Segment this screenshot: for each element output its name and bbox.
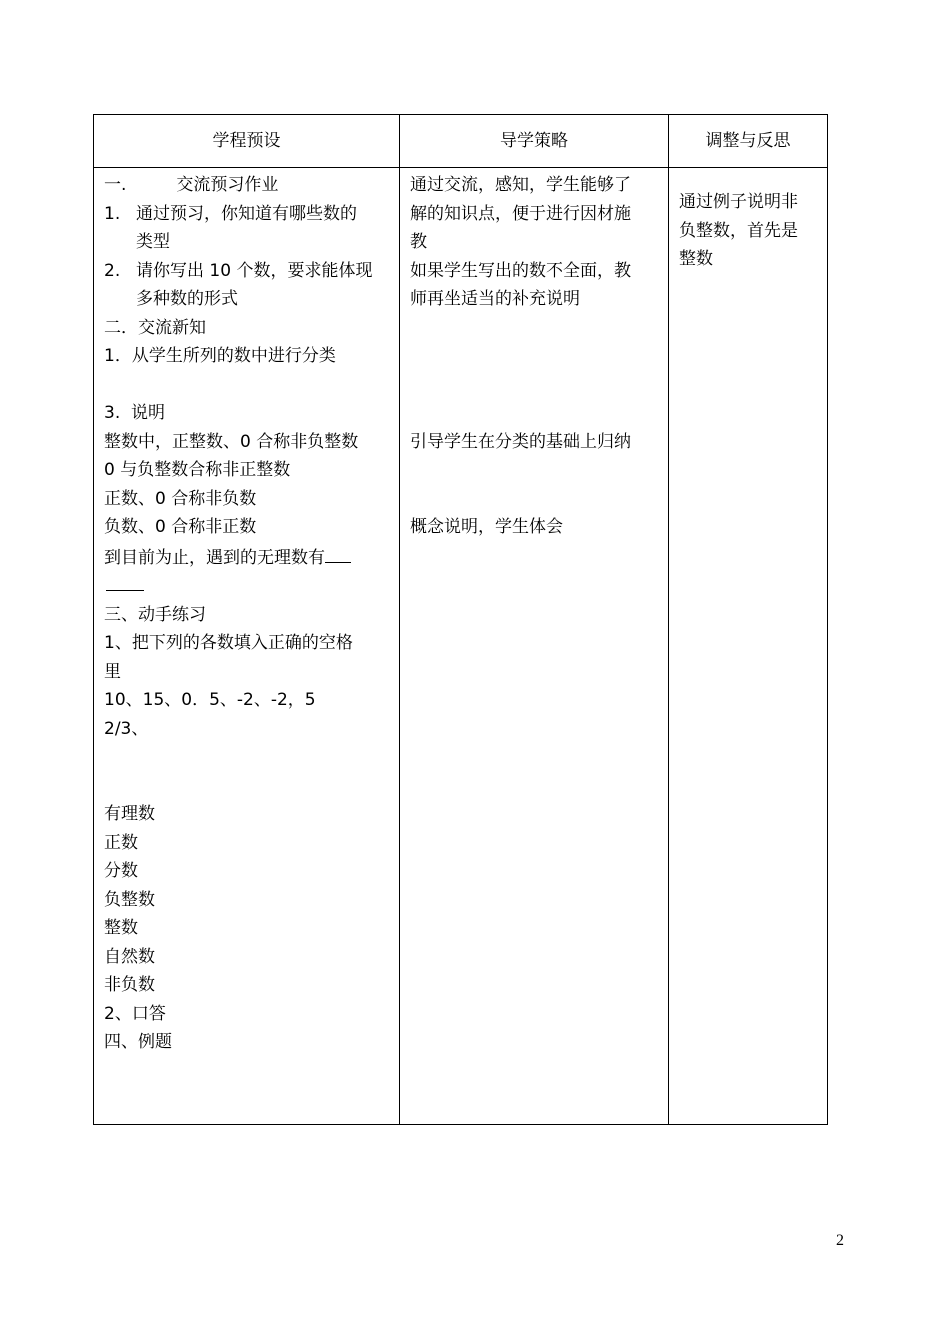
strategy-line-5: 师再坐适当的补充说明 — [410, 289, 580, 309]
spacer — [410, 399, 660, 428]
question-one-continuation: 类型 — [136, 232, 170, 252]
spacer — [104, 743, 391, 800]
strategy-line-3: 教 — [410, 232, 427, 252]
section-three-heading: 三、动手练习 — [104, 604, 206, 625]
strategy-concept: 概念说明，学生体会 — [410, 517, 563, 537]
spacer — [104, 371, 391, 400]
exercise-one-text: 1、把下列的各数填入正确的空格 — [104, 633, 353, 653]
guidance-strategy-cell — [400, 168, 669, 1125]
question-two-number: 2. — [104, 260, 121, 281]
header-learning-plan: 学程预设 — [94, 115, 400, 168]
spacer — [410, 314, 660, 343]
lesson-plan-table — [93, 114, 828, 1125]
category-item: 有理数 — [104, 804, 155, 824]
category-item: 整数 — [104, 918, 138, 938]
category-item: 自然数 — [104, 946, 155, 967]
reflection-line-3: 整数 — [679, 249, 713, 269]
category-item: 负整数 — [104, 889, 155, 910]
exercise-one-continuation: 里 — [104, 661, 121, 682]
learning-plan-cell — [94, 168, 400, 1125]
strategy-line-4: 如果学生写出的数不全面，教 — [410, 260, 631, 281]
concept-line-3: 正数、0 合称非负数 — [104, 488, 257, 509]
table-body-row — [94, 168, 828, 1125]
reflection-line-2: 负整数，首先是 — [679, 220, 798, 241]
number-list-continuation: 2/3、 — [104, 718, 149, 739]
strategy-line-2: 解的知识点，便于进行因材施 — [410, 203, 631, 224]
question-one-line — [104, 200, 391, 229]
number-list: 10、15、0．5、-2、-2，5 — [104, 690, 316, 710]
strategy-induction: 引导学生在分类的基础上归纳 — [410, 431, 631, 452]
fill-blank-2 — [106, 572, 144, 591]
section-one-number: 一. — [104, 175, 127, 195]
question-one-text: 通过预习，你知道有哪些数的 — [136, 203, 357, 224]
concept-line-1: 整数中，正整数、0 合称非负整数 — [104, 431, 359, 452]
spacer — [410, 456, 660, 485]
section-one-title: 交流预习作业 — [176, 175, 279, 195]
fill-blank-continuation — [104, 572, 391, 601]
concept-line-4: 负数、0 合称非正数 — [104, 517, 257, 537]
table-header-row — [94, 115, 828, 168]
category-list — [104, 800, 391, 1000]
spacer — [410, 485, 660, 514]
section-one-heading — [104, 171, 391, 200]
page-number: 2 — [836, 1232, 844, 1249]
category-item: 分数 — [104, 861, 138, 881]
header-adjustment-reflection: 调整与反思 — [669, 115, 828, 168]
irrational-text: 到目前为止，遇到的无理数有 — [104, 547, 325, 568]
fill-blank — [325, 542, 351, 563]
concept-line-2: 0 与负整数合称非正整数 — [104, 460, 291, 480]
section-four-heading: 四、例题 — [104, 1032, 172, 1052]
classify-point: 1．从学生所列的数中进行分类 — [104, 346, 336, 366]
oral-answer: 2、口答 — [104, 1003, 166, 1024]
adjustment-reflection-cell — [669, 168, 828, 1125]
question-two-continuation: 多种数的形式 — [136, 289, 238, 309]
spacer — [410, 371, 660, 400]
spacer — [410, 342, 660, 371]
question-two-text: 请你写出 10 个数，要求能体现 — [136, 260, 373, 281]
explanation-point: 3. 说明 — [104, 403, 166, 423]
header-guidance-strategy: 导学策略 — [400, 115, 669, 168]
reflection-line-1: 通过例子说明非 — [679, 192, 798, 212]
strategy-line-1: 通过交流，感知，学生能够了 — [410, 175, 631, 195]
category-item: 非负数 — [104, 975, 155, 995]
category-item: 正数 — [104, 832, 138, 853]
section-two-heading: 二．交流新知 — [104, 317, 206, 338]
irrational-line — [104, 542, 391, 573]
question-one-number: 1. — [104, 203, 121, 224]
question-two-line — [104, 257, 391, 286]
